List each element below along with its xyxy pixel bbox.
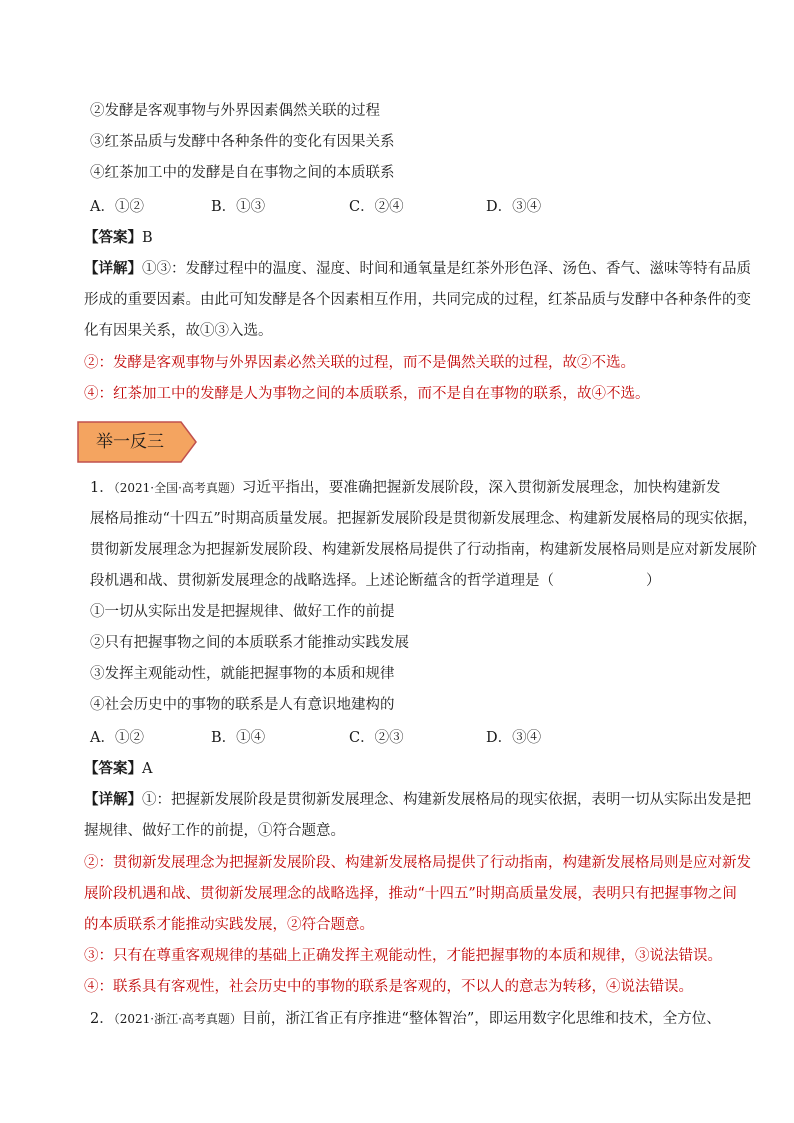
q1-choice-d: D．③④: [486, 730, 542, 746]
detail-line-1: 【详解】①③：发酵过程中的温度、湿度、时间和通氧量是红茶外形色泽、汤色、香气、滋味等特有品质: [84, 260, 751, 277]
option-2: ②发酵是客观事物与外界因素偶然关联的过程: [90, 103, 380, 119]
q1-answer-value: A: [142, 761, 153, 777]
choice-c: C．②④: [349, 199, 404, 215]
q1-answer-line: [84, 759, 724, 779]
q1-red-line-3: 的本质联系才能推动实践发展，②符合题意。: [84, 917, 374, 933]
q1-source: （2021·全国·高考真题）: [113, 481, 242, 495]
q1-option-3: ③发挥主观能动性，就能把握事物的本质和规律: [90, 666, 395, 682]
q1-detail-line-1: 【详解】①：把握新发展阶段是贯彻新发展理念、构建新发展格局的现实依据，表明一切从实际出发是把: [84, 791, 751, 808]
option-4: ④红茶加工中的发酵是自在事物之间的本质联系: [90, 165, 395, 181]
answer-line: [84, 228, 724, 248]
red-note-1: ②：发酵是客观事物与外界因素必然关联的过程，而不是偶然关联的过程，故②不选。: [84, 355, 635, 371]
q1-answer-label: 【答案】: [84, 760, 142, 777]
q1-detail-line-2: 握规律、做好工作的前提，①符合题意。: [84, 823, 345, 839]
option-3: ③红茶品质与发酵中各种条件的变化有因果关系: [90, 134, 395, 150]
q1-option-4: ④社会历史中的事物的联系是人有意识地建构的: [90, 697, 395, 713]
choice-d: D．③④: [486, 199, 542, 215]
q1-red-line-2: 展阶段机遇和战、贯彻新发展理念的战略选择，推动“十四五”时期高质量发展，表明只有把握事物之间: [84, 886, 737, 902]
q1-stem-line-2: 展格局推动“十四五”时期高质量发展。把握新发展阶段是贯彻新发展理念、构建新发展格局的现实依据，: [90, 511, 758, 527]
q1-red-line-1: ②：贯彻新发展理念为把握新发展阶段、构建新发展格局提供了行动指南，构建新发展格局则是应对新发: [84, 855, 751, 871]
q1-number: 1．: [90, 480, 114, 496]
q1-stem-line-4: 段机遇和战、贯彻新发展理念的战略选择。上述论断蕴含的哲学道理是（ ）: [90, 573, 661, 589]
detail-line-3: 化有因果关系，故①③入选。: [84, 323, 273, 339]
q1-option-2: ②只有把握事物之间的本质联系才能推动实践发展: [90, 635, 409, 651]
q1-option-1: ①一切从实际出发是把握规律、做好工作的前提: [90, 604, 395, 620]
red-note-2: ④：红茶加工中的发酵是人为事物之间的本质联系，而不是自在事物的联系，故④不选。: [84, 386, 650, 402]
q1-stem-line-3: 贯彻新发展理念为把握新发展阶段、构建新发展格局提供了行动指南，构建新发展格局则是应对新发展阶: [90, 542, 757, 558]
detail-line-2: 形成的重要因素。由此可知发酵是各个因素相互作用，共同完成的过程，红茶品质与发酵中各种条件的变: [84, 292, 751, 308]
detail-label: 【详解】: [84, 260, 142, 277]
q1-detail-label: 【详解】: [84, 791, 142, 808]
section-badge-label: 举一反三: [96, 432, 164, 452]
q1-choice-b: B．①④: [211, 730, 266, 746]
answer-label: 【答案】: [84, 229, 142, 246]
choice-a: A．①②: [90, 199, 144, 215]
q1-red-line-4: ③：只有在尊重客观规律的基础上正确发挥主观能动性，才能把握事物的本质和规律，③说法错误。: [84, 948, 722, 964]
answer-value: B: [142, 230, 153, 246]
q2-stem-line-1: 2．（2021·浙江·高考真题）目前，浙江省正有序推进“整体智治”，即运用数字化思维和技术，全方位、: [90, 1011, 721, 1027]
q1-choice-c: C．②③: [349, 730, 404, 746]
q1-stem-line-1: 1．（2021·全国·高考真题）习近平指出，要准确把握新发展阶段，深入贯彻新发展理念，加快构建新发: [90, 480, 721, 496]
q1-choice-a: A．①②: [90, 730, 144, 746]
q1-red-line-5: ④：联系具有客观性，社会历史中的事物的联系是客观的，不以人的意志为转移，④说法错误。: [84, 979, 693, 995]
choice-b: B．①③: [211, 199, 266, 215]
q2-source: （2021·浙江·高考真题）: [113, 1012, 242, 1026]
q2-number: 2．: [90, 1011, 114, 1027]
section-badge: [77, 421, 197, 463]
